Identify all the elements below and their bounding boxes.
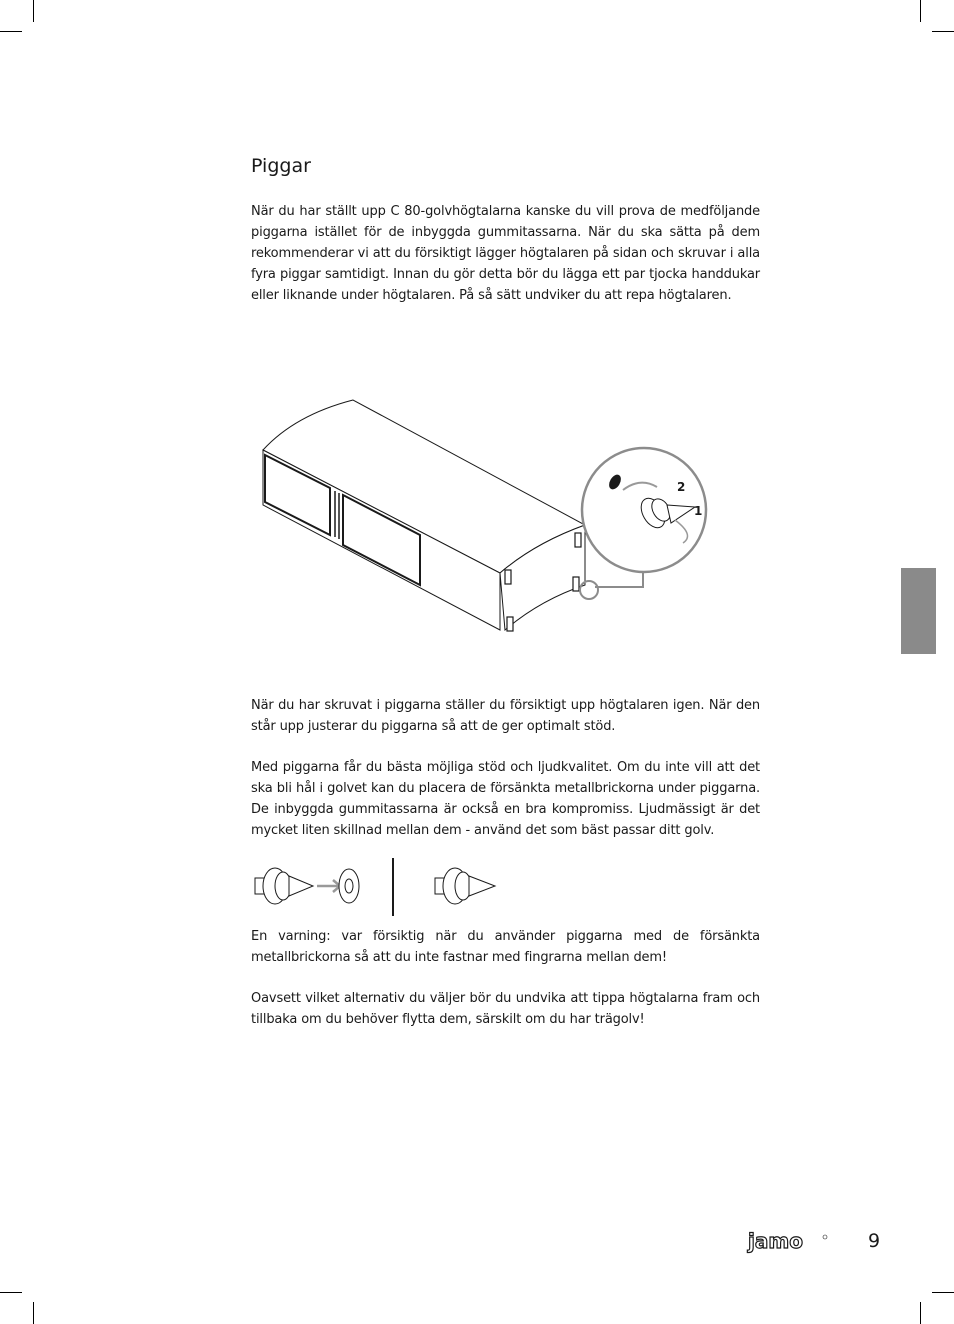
paragraph-quality: Med piggarna får du bästa möjliga stöd och ljudkvalitet. Om du inte vill att det ska bli hål i golvet kan du placera de försänkta metallbrickorna under piggarna. De inbyggda gummitassarna är också en bra kompromiss. Ljudmässigt är det mycket liten skillnad mellan dem - använd det som bäst passar ditt golv. (251, 760, 760, 838)
paragraph-adjust: När du har skruvat i piggarna ställer du försiktigt upp högtalaren igen. När den står upp justerar du piggarna så att de ger optimalt stöd. (251, 698, 760, 734)
label-step-1: 1 (694, 504, 703, 518)
crop-mark (33, 0, 34, 22)
label-step-2: 2 (677, 480, 686, 494)
svg-text:jamo: jamo (748, 1229, 803, 1253)
section-tab (901, 568, 936, 654)
crop-mark (932, 1292, 954, 1293)
page-number: 9 (868, 1230, 881, 1252)
crop-mark (0, 31, 22, 32)
paragraph-intro: När du har ställt upp C 80-golvhögtalarna kanske du vill prova de medföljande piggarna istället för de inbyggda gummitassarna. När du ska sätta på dem rekommenderar vi att du försiktigt lägger högtalaren på sidan och skruvar i alla fyra piggar samtidigt. Innan du gör detta bör du lägga ett par tjocka handdukar eller liknande under högtalaren. På så sätt undviker du att repa högtalaren. (251, 204, 760, 303)
speaker-spike-illustration (255, 395, 715, 640)
section-title: Piggar (251, 155, 311, 177)
jamo-logo (748, 1231, 828, 1253)
paragraph-warning: En varning: var försiktig när du använder piggarna med de försänkta metallbrickorna så att du inte fastnar med fingrarna mellan dem! (251, 929, 760, 965)
crop-mark (920, 0, 921, 22)
crop-mark (920, 1302, 921, 1324)
crop-mark (33, 1302, 34, 1324)
crop-mark (0, 1292, 22, 1293)
spike-washer-illustration (251, 858, 511, 918)
crop-mark (932, 31, 954, 32)
paragraph-tipping: Oavsett vilket alternativ du väljer bör du undvika att tippa högtalarna fram och tillbaka om du behöver flytta dem, särskilt om du har trägolv! (251, 991, 760, 1027)
